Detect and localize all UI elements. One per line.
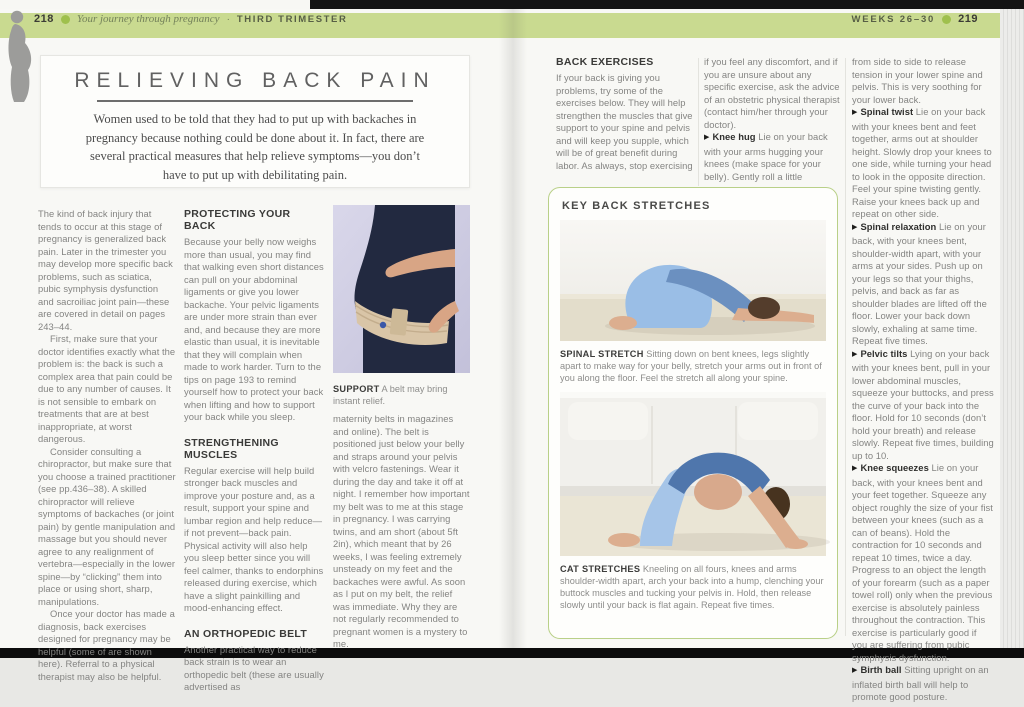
spinal-stretch-photo xyxy=(560,220,826,341)
triangle-bullet-icon: ▶ xyxy=(852,350,858,358)
paragraph: maternity belts in magazines and online). The belt is positioned just below your belly and straps around your pelvis with velcro fastenings. Wear it during the day and take it off at night. I remember how important my belt was to me at this stage in pregnancy. I was carrying twins, and am short (about 5ft 2in), which meant that by 26 weeks, I was feeling extremely unsteady on my feet and the backaches were awful. As soon as I put on my belt, the relief was immediate. Why they are not regularly recommended to pregnant women is a mystery to me. xyxy=(333,413,470,649)
heading-back-exercises: BACK EXERCISES xyxy=(556,56,654,68)
page-stack-edge xyxy=(1000,9,1024,648)
belly xyxy=(694,474,742,510)
triangle-bullet-icon: ▶ xyxy=(852,109,858,116)
breadcrumb-separator: · xyxy=(226,13,230,25)
hand xyxy=(784,539,808,549)
open-pages xyxy=(0,9,1000,702)
column-rule xyxy=(845,58,846,636)
right-column-3 xyxy=(852,56,994,704)
triangle-bullet-icon: ▶ xyxy=(852,465,858,472)
breadcrumb: Your journey through pregnancy xyxy=(76,13,220,25)
exercise-bullet-spinal-twist: ▶ Spinal twist Lie on your back with your knees bent and feet together, arms out at shoulder height. Slowly drop your knees to one side, while turning your head to look in the opposite direction. Feel your spine twisting gently. Raise your knees back up and repeat on other side. xyxy=(852,106,992,219)
page-number-right: 219 xyxy=(958,13,978,25)
weeks-label: WEEKS 26–30 xyxy=(851,13,936,25)
exercise-bullet-spinal-relaxation: ▶ Spinal relaxation Lie on your back, with your knees bent, shoulder-width apart, with your arms at your sides. Push up on your legs so that your thighs, pelvis, and back as far as shoulder blades are lifted off the floor. Lower your back down slowly, exhaling at same time. Repeat five times. xyxy=(852,220,987,346)
box-heading: KEY BACK STRETCHES xyxy=(562,200,711,212)
green-dot-icon xyxy=(942,15,951,24)
cat-stretches-photo xyxy=(560,392,826,556)
paragraph: Once your doctor has made a diagnosis, back exercises designed for pregnancy may be helpful (some of are shown here). Referral to a physical therapist may also be helpful. xyxy=(38,608,175,682)
triangle-bullet-icon: ▶ xyxy=(852,223,858,231)
paragraph: If your back is giving you problems, try some of the exercises below. They will help strengthen the muscles that give support to your spine and pelvis and will keep you supple, which will be of great benefit during labor. As always, stop exercising xyxy=(556,72,693,171)
intro-paragraph: Women used to be told that they had to put up with backaches in pregnancy because nothing could be done about it. In fact, there are several practical measures that help relieve symptoms—you don’t have to put up with debilitating pain. xyxy=(85,112,425,182)
spinal-stretch-caption: SPINAL STRETCH Sitting down on bent knees, legs slightly apart to make way for your belly, stretch your arms out in front of you along the floor. Feel the stretch all along your spine. xyxy=(560,349,822,383)
right-column-2 xyxy=(704,56,844,183)
exercise-bullet-knee-squeezes: ▶ Knee squeezes Lie on your back, with your knees bent and your feet together. Squeeze any object roughly the size of your fist between your knees (such as a can of beans). Hold the contraction for 10 seconds and repeat 10 times, twice a day. Progress to an object the length of your forearm (such as a paper towel roll) only when the previous exercise is absolutely painless throughout the contraction. This exercise is particularly good if you are suffering from pubic symphysis dysfunction. xyxy=(852,462,993,663)
paragraph: from side to side to release tension in your lower spine and pelvis. This is very soothing for your lower back. xyxy=(852,56,983,105)
paragraph: The kind of back injury that tends to occur at this stage of pregnancy is generalized back pain. Later in the trimester you may develop more specific back problems, such as sciatica, pubic symphysis dysfunction and sacroiliac joint pain—these are covered in detail on pages 243–44. xyxy=(38,208,173,332)
key-back-stretches-box xyxy=(548,187,838,639)
head-hair xyxy=(748,297,780,319)
title-rule xyxy=(97,100,413,102)
column-rule xyxy=(698,58,699,186)
support-belt-photo xyxy=(333,205,470,373)
exercise-bullet-pelvic-tilts: ▶ Pelvic tilts Lying on your back with your knees bent, pull in your lower abdominal muscles, squeeze your buttocks, and press the curve of your back into the floor. Hold for 10 seconds (don’t hold your breath) and release slowly. Repeat five times, building up to 10. xyxy=(852,347,994,461)
exercise-bullet-birth-ball: ▶ Birth ball Sitting upright on an inflated birth ball will help to promote good posture. xyxy=(852,664,989,702)
right-column-1 xyxy=(556,56,697,172)
triangle-bullet-icon: ▶ xyxy=(852,667,858,674)
paragraph: Regular exercise will help build stronger back muscles and improve your posture and, as a result, support your spine and lumbar region and help reduce—if not prevent—back pain. Physical activity will also help you sleep better since you will feel calmer, thanks to endorphins released during exercise, which have a slight painkilling and mood-enhancing effect. xyxy=(184,464,324,613)
green-dot-icon xyxy=(61,15,70,24)
heading-orthopedic-belt: AN ORTHOPEDIC BELT xyxy=(184,627,308,640)
left-column-1 xyxy=(38,208,176,683)
page-number-left: 218 xyxy=(34,13,54,25)
header-left xyxy=(34,13,347,25)
feet xyxy=(608,533,640,547)
heading-protecting-your-back: PROTECTING YOUR BACK xyxy=(184,208,291,232)
left-column-3 xyxy=(333,413,471,651)
feature-title-box xyxy=(40,55,470,188)
paragraph: Consider consulting a chiropractor, but make sure that you choose a trained practitioner (see pp.436–38). A skilled chiropractor will relieve symptoms of backaches (or joint pain) by gentle manipulation and massage but you should never agree to any realignment of vertebra—especially in the lower spine—by “clicking” them into place or using short, sharp, manipulations. xyxy=(38,445,176,607)
page-gutter-shadow xyxy=(499,9,527,648)
page-title: RELIEVING BACK PAIN xyxy=(74,69,436,92)
header-right xyxy=(851,13,978,25)
heading-strengthening-muscles: STRENGTHENING MUSCLES xyxy=(184,436,279,461)
paragraph: if you feel any discomfort, and if you are unsure about any specific exercise, ask the advice of an obstetric physical therapist (contact him/her through your doctor). xyxy=(704,56,840,130)
pregnant-silhouette-icon xyxy=(3,9,33,105)
scan-background-top xyxy=(310,0,1024,9)
paragraph: Another practical way to reduce back strain is to wear an orthopedic belt (these are usually advertised as xyxy=(184,643,324,692)
paragraph: Because your belly now weighs more than usual, you may find that walking even short distances can pull on your abdominal ligaments or give you lower backache. Your pelvic ligaments are under more strain than ever and, and because they are more elastic than usual, it is inevitable that they will complain when made to work harder. Turn to the tips on page 193 to remind yourself how to protect your back when lifting and how to support your back while you sleep. xyxy=(184,236,324,422)
support-caption: SUPPORT A belt may bring instant relief. xyxy=(333,384,448,406)
paragraph: First, make sure that your doctor identifies exactly what the problem is: the back is such a complex area that pain could be due to any number of causes. It is not sensible to embark on treatments that are at best inappropriate, at worst dangerous. xyxy=(38,333,176,444)
triangle-bullet-icon: ▶ xyxy=(704,134,710,141)
section-label: THIRD TRIMESTER xyxy=(236,13,348,25)
exercise-bullet-knee-hug: ▶ Knee hug Lie on your back with your arms hugging your knees (make space for your belly). Gently roll a little xyxy=(704,131,828,182)
cat-stretches-caption: CAT STRETCHES Kneeling on all fours, knees and arms shoulder-width apart, arch your back into a hump, clenching your buttock muscles and tucking your pelvis in. Hold, then release slowly until your back is flat again. Repeat five times. xyxy=(560,564,824,610)
left-column-2 xyxy=(184,208,324,707)
